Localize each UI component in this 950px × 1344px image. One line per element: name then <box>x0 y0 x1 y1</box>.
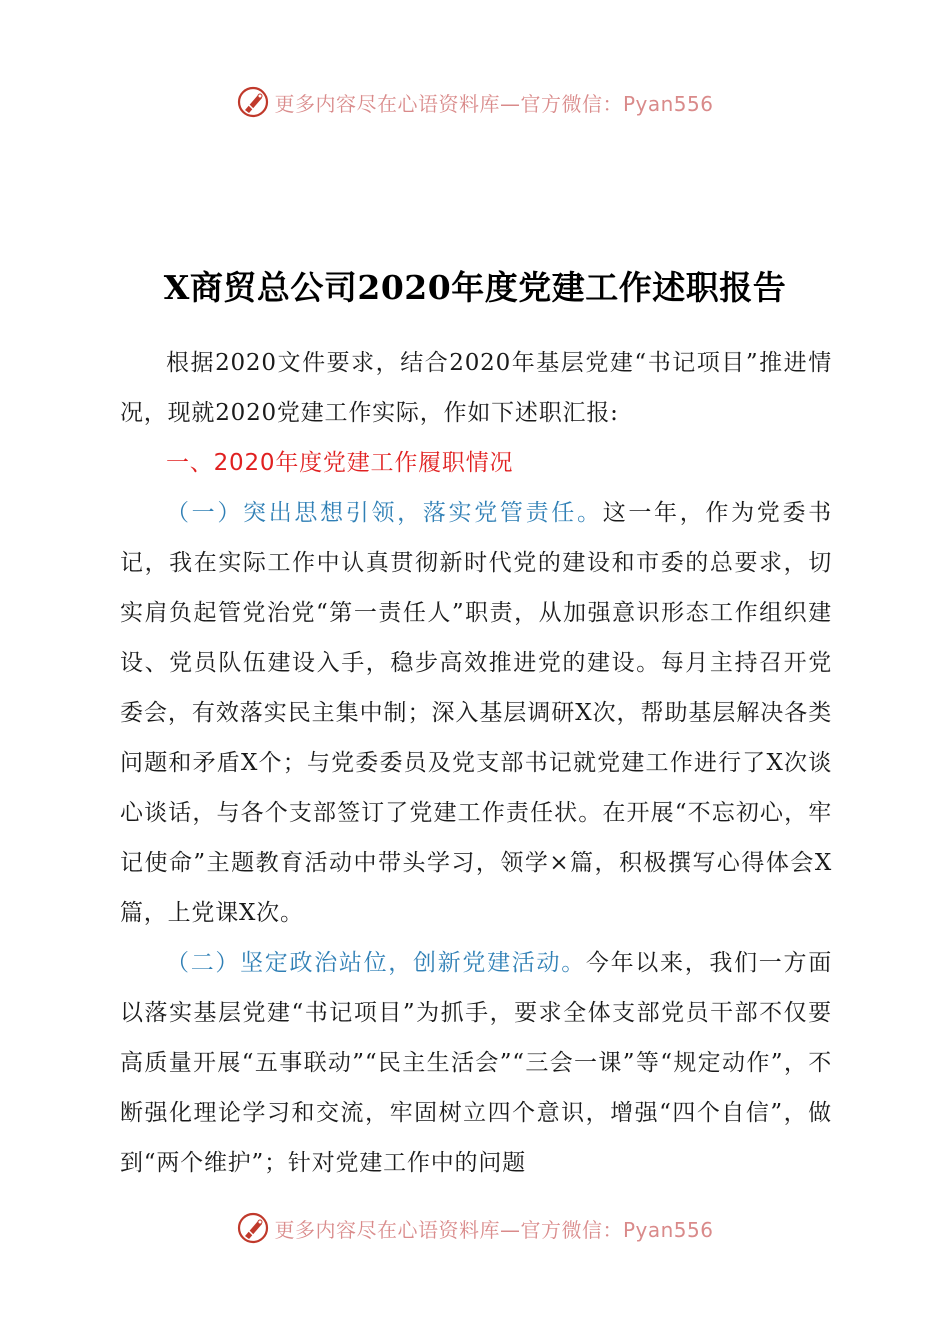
watermark-text: 更多内容尽在心语资料库—官方微信：Pyan556 <box>274 91 714 116</box>
watermark-header <box>0 82 950 122</box>
subsection-1-paragraph <box>120 488 832 938</box>
section-heading: 一、2020年度党建工作履职情况 <box>166 450 514 476</box>
watermark-text: 更多内容尽在心语资料库—官方微信：Pyan556 <box>274 1217 714 1242</box>
subsection-2-body: 今年以来，我们一方面以落实基层党建“书记项目”为抓手，要求全体支部党员干部不仅要高质量开展“五事联动”“民主生活会”“三会一课”等“规定动作”，不断强化理论学习和交流，牢固树立四个意识，增强“四个自信”，做到“两个维护”；针对党建工作中的问题 <box>120 950 833 1176</box>
document-title: X商贸总公司2020年度党建工作述职报告 <box>163 268 787 307</box>
document-body <box>120 338 832 1188</box>
subsection-2-paragraph <box>120 938 832 1188</box>
subsection-1-body: 这一年，作为党委书记，我在实际工作中认真贯彻新时代党的建设和市委的总要求，切实肩负起管党治党“第一责任人”职责，从加强意识形态工作组织建设、党员队伍建设入手，稳步高效推进党的建设。每月主持召开党委会，有效落实民主集中制；深入基层调研X次，帮助基层解决各类问题和矛盾X个；与党委委员及党支部书记就党建工作进行了X次谈心谈话，与各个支部签订了党建工作责任状。在开展“不忘初心，牢记使命”主题教育活动中带头学习，领学×篇，积极撰写心得体会X篇，上党课X次。 <box>120 500 832 926</box>
subsection-2-lead: （二）坚定政治站位，创新党建活动。 <box>166 950 586 976</box>
intro-paragraph: 根据2020文件要求，结合2020年基层党建“书记项目”推进情况，现就2020党建工作实际，作如下述职汇报: <box>120 350 832 426</box>
watermark-footer <box>0 1208 950 1248</box>
subsection-1-lead: （一）突出思想引领，落实党管责任。 <box>166 500 603 526</box>
pen-nib-circle-icon <box>236 1211 270 1245</box>
pen-nib-circle-icon <box>236 85 270 119</box>
